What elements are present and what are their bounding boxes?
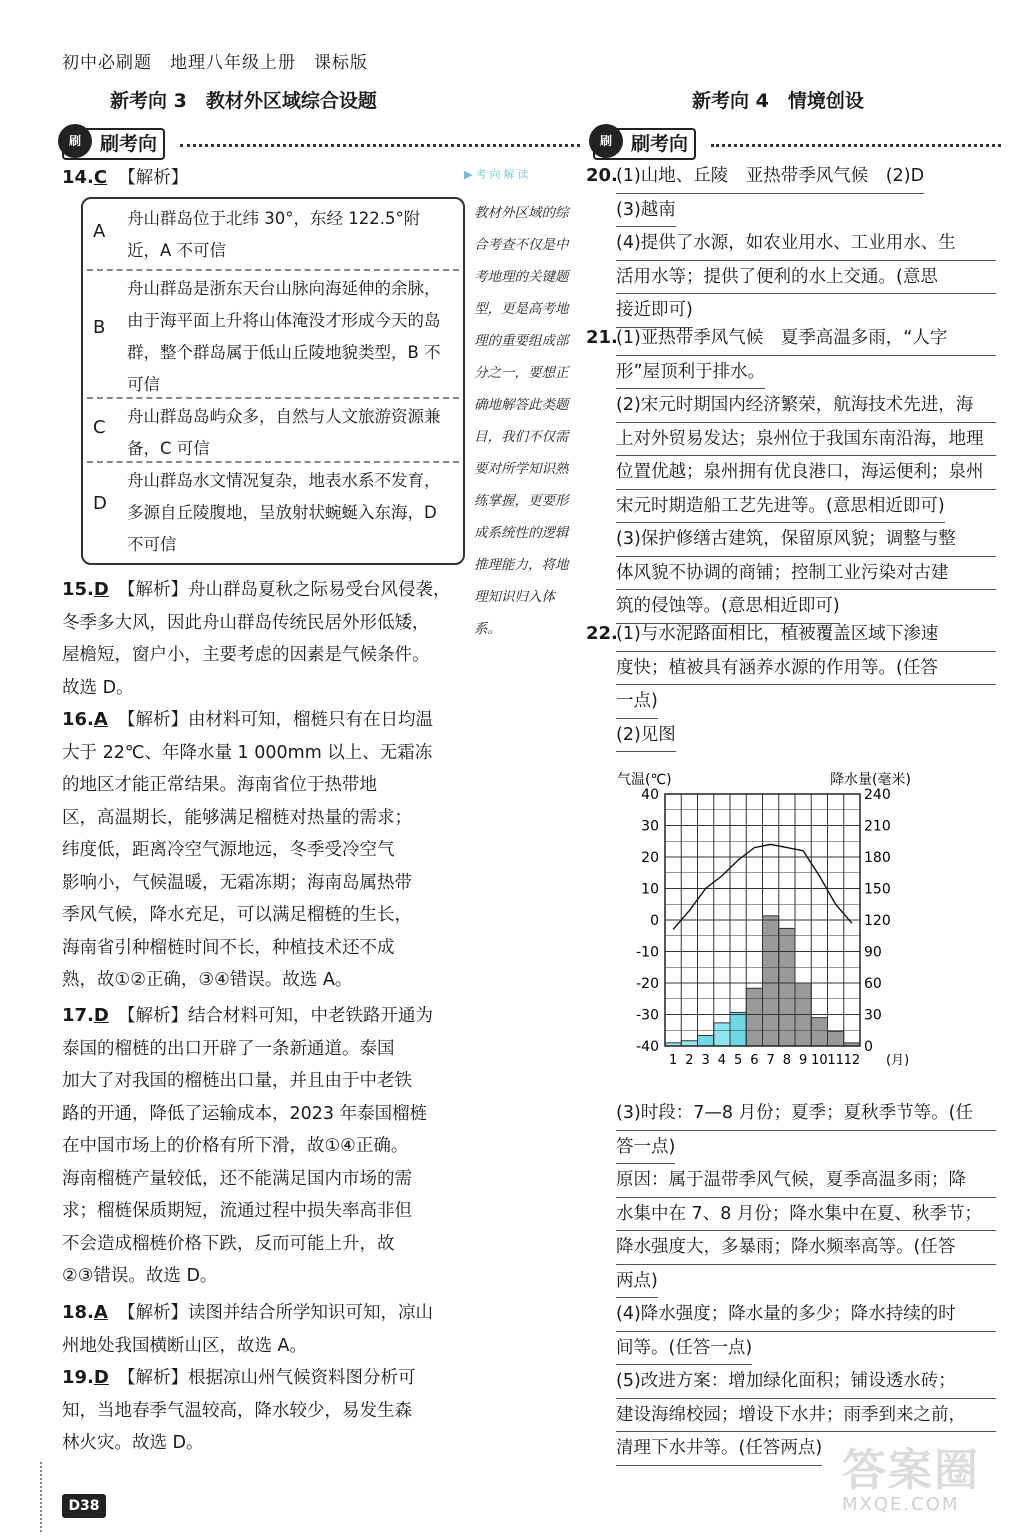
precip-bar bbox=[714, 1023, 730, 1046]
month-tick-label: 6 bbox=[750, 1053, 759, 1068]
tag-label: 刷 刷考向 bbox=[62, 128, 165, 160]
month-tick-label: 7 bbox=[766, 1053, 775, 1068]
dotted-divider bbox=[711, 144, 1001, 147]
precip-tick-label: 150 bbox=[864, 881, 891, 898]
row-divider bbox=[87, 397, 459, 399]
watermark: 答案圈 MXQE.COM bbox=[842, 1445, 980, 1515]
month-tick-label: 2 bbox=[685, 1053, 694, 1068]
precip-tick-label: 60 bbox=[864, 976, 882, 992]
dotted-divider bbox=[180, 144, 580, 147]
temp-tick-label: 20 bbox=[641, 850, 659, 866]
q22-continued: (3)时段：7—8 月份；夏季；夏秋季节等。(任 答一点) 原因：属于温带季风气候，夏季高温多雨；降 水集中在 7、8 月份；降水集中在夏、秋季节； 降水强度大，多暴雨；降水频率高等。(任答 两点) (4)降水强度；降水量的多少；降水持续的时 间等。(任答一点) (5)改进方案：增加绿化面积；铺设透水砖； 建设海绵校园；增设下水井；雨季到来之前， 清理下水井等。(任答两点) bbox=[586, 1097, 996, 1466]
climate-chart bbox=[615, 770, 915, 1080]
left-axis-label: 气温(℃) bbox=[617, 772, 672, 788]
precip-tick-label: 240 bbox=[864, 787, 891, 803]
precip-tick-label: 90 bbox=[864, 944, 882, 961]
temp-tick-label: 10 bbox=[641, 881, 659, 898]
temp-tick-label: 30 bbox=[641, 818, 659, 835]
temp-tick-label: -20 bbox=[636, 976, 659, 992]
row-divider bbox=[87, 269, 459, 271]
precip-bar bbox=[698, 1036, 714, 1047]
precip-bar bbox=[763, 916, 779, 1046]
temp-tick-label: 40 bbox=[641, 787, 659, 803]
precip-tick-label: 0 bbox=[864, 1039, 873, 1055]
section-title-left: 新考向 3 教材外区域综合设题 bbox=[110, 90, 377, 112]
precip-tick-label: 180 bbox=[864, 850, 891, 866]
brush-icon: 刷 bbox=[589, 124, 623, 158]
month-tick-label: 12 bbox=[843, 1053, 861, 1068]
q16: 16.A 【解析】由材料可知，榴梿只有在日均温 大于 22℃、年降水量 1 000mm 以上、无霜冻 的地区才能正常结果。海南省位于热带地 区，高温期长，能够满足榴梿对热量的需求； 纬度低，距离冷空气源地远，冬季受冷空气 影响小，气候温暖，无霜冻期；海南岛属热带 季风气候，降水充足，可以满足榴梿的生长， 海南省引种榴梿时间不长，种植技术还不成 熟，故①②正确，③④错误。故选 A。 bbox=[62, 709, 433, 990]
month-tick-label: 11 bbox=[827, 1053, 844, 1068]
precip-bar bbox=[746, 988, 762, 1046]
precip-bar bbox=[730, 1012, 746, 1046]
brush-icon: 刷 bbox=[58, 124, 92, 158]
precip-bar bbox=[811, 1018, 827, 1046]
precip-bar bbox=[779, 928, 795, 1046]
month-tick-label: 4 bbox=[717, 1053, 727, 1068]
tag-row-right bbox=[593, 128, 1003, 158]
q17: 17.D 【解析】结合材料可知，中老铁路开通为 泰国的榴梿的出口开辟了一条新通道。泰国 加大了对我国的榴梿出口量，并且由于中老铁 路的开通，降低了运输成本，2023 年泰国榴梿 在中国市场上的价格有所下滑，故①④正确。 海南榴梿产量较低，还不能满足国内市场的需 求；榴梿保质期短，流通过程中损失率高非但 不会造成榴梿价格下跌，反而可能上升，故 ②③错误。故选 D。 bbox=[62, 1005, 433, 1286]
right-axis-label: 降水量(毫米) bbox=[830, 772, 911, 788]
q14-header: 14.C 【解析】 bbox=[62, 167, 189, 188]
q14-option-table: A 舟山群岛位于北纬 30°，东经 122.5°附近，A 不可信 B 舟山群岛是浙东天台山脉向海延伸的余脉，由于海平面上升将山体淹没才形成今天的岛群，整个群岛属于低山丘陵地貌类型，B 不可信 C 舟山群岛岛屿众多，自然与人文旅游资源兼备，C 可信 D 舟山群岛水文情况复杂，地表水系不发育，多源自丘陵腹地，呈放射状蜿蜒入东海，D 不可信 bbox=[81, 197, 465, 565]
section-title-right: 新考向 4 情境创设 bbox=[692, 90, 864, 112]
row-divider bbox=[87, 461, 459, 463]
tag-label: 刷 刷考向 bbox=[593, 128, 696, 160]
month-tick-label: 5 bbox=[733, 1053, 743, 1068]
side-note-heading: ▶考向解读 bbox=[464, 168, 532, 181]
q18: 18.A 【解析】读图并结合所学知识可知，凉山 州地处我国横断山区，故选 A。 bbox=[62, 1302, 433, 1356]
month-tick-label: 1 bbox=[668, 1053, 678, 1068]
temp-tick-label: 0 bbox=[650, 913, 659, 929]
page-dots bbox=[40, 1462, 42, 1532]
book-header: 初中必刷题 地理八年级上册 课标版 bbox=[62, 53, 368, 73]
q22: 22. (1)与水泥路面相比，植被覆盖区域下渗速 度快；植被具有涵养水源的作用等。(任答 一点) (2)见图 bbox=[586, 618, 996, 752]
month-tick-label: 9 bbox=[798, 1053, 808, 1068]
precip-tick-label: 30 bbox=[864, 1007, 882, 1024]
temp-tick-label: -10 bbox=[636, 944, 659, 961]
side-note: 教材外区域的综合考查不仅是中考地理的关键题型，更是高考地理的重要组成部分之一，要想正确地解答此类题目，我们不仅需要对所学知识熟练掌握，更要形成系统性的逻辑推理能力，将地理知识归入体系。 bbox=[474, 205, 569, 637]
tag-row-left bbox=[62, 128, 582, 158]
q21: 21. (1)亚热带季风气候 夏季高温多雨，“人字 形”屋顶利于排水。 (2)宋元时期国内经济繁荣，航海技术先进，海 上对外贸易发达；泉州位于我国东南沿海，地理 位置优越；泉州拥有优良港口，海运便利；泉州 宋元时期造船工艺先进等。(意思相近即可) (3)保护修缮古建筑，保留原风貌；调整与整 体风貌不协调的商铺；控制工业污染对古建 筑的侵蚀等。(意思相近即可) bbox=[586, 322, 996, 624]
precip-tick-label: 120 bbox=[864, 913, 891, 929]
x-axis-label: (月) bbox=[886, 1053, 910, 1068]
month-tick-label: 10 bbox=[811, 1053, 828, 1068]
precip-bar bbox=[681, 1041, 697, 1046]
month-tick-label: 3 bbox=[701, 1053, 710, 1068]
month-tick-label: 8 bbox=[782, 1053, 792, 1068]
temp-tick-label: -40 bbox=[636, 1039, 659, 1055]
q20: 20. (1)山地、丘陵 亚热带季风气候 (2)D (3)越南 (4)提供了水源，如农业用水、工业用水、生 活用水等；提供了便利的水上交通。(意思 接近即可) bbox=[586, 160, 996, 328]
precip-bar bbox=[828, 1031, 844, 1046]
temp-tick-label: -30 bbox=[636, 1007, 659, 1024]
page-number: D38 bbox=[62, 1494, 106, 1518]
q15: 15.D 【解析】舟山群岛夏秋之际易受台风侵袭， 冬季多大风，因此舟山群岛传统民居外形低矮， 屋檐短，窗户小，主要考虑的因素是气候条件。 故选 D。 bbox=[62, 579, 451, 698]
q19: 19.D 【解析】根据凉山州气候资料图分析可 知，当地春季气温较高，降水较少，易发生森 林火灾。故选 D。 bbox=[62, 1367, 416, 1453]
precip-tick-label: 210 bbox=[864, 818, 891, 835]
